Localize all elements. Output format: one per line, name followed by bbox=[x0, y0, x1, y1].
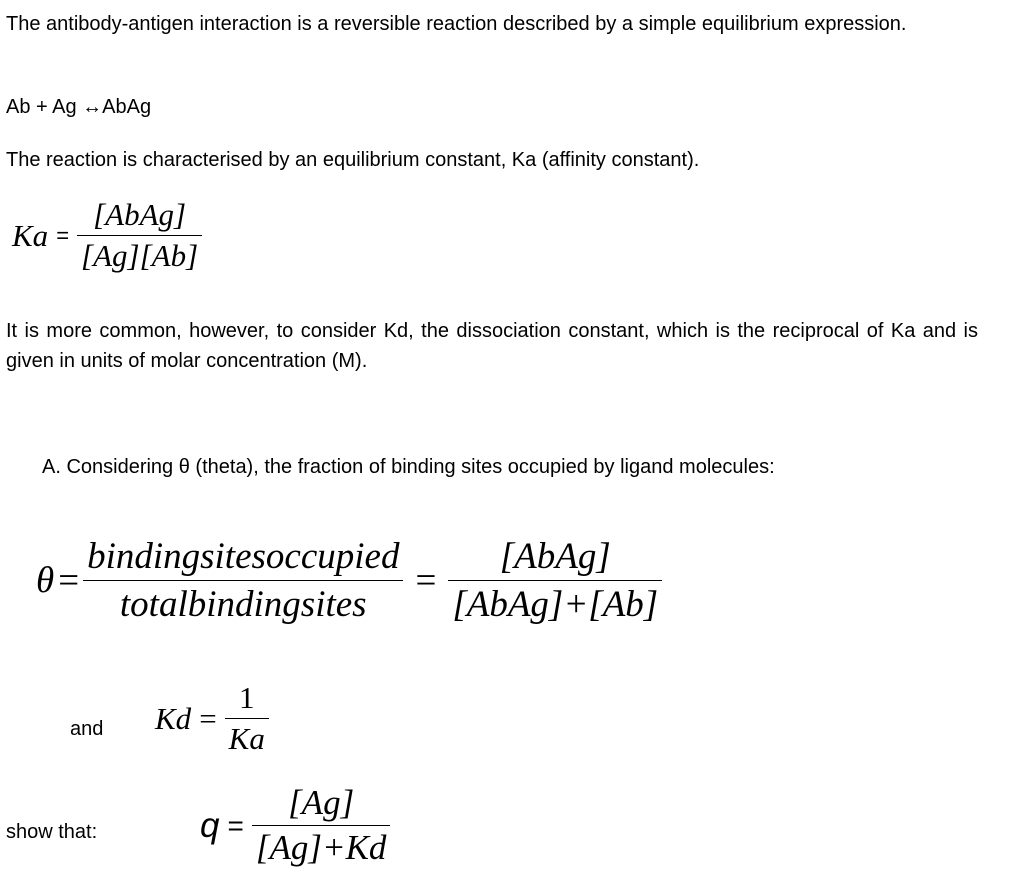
q-denominator: [Ag]+Kd bbox=[255, 828, 387, 867]
q-lhs: q bbox=[200, 805, 220, 845]
theta-fraction-conc bbox=[448, 535, 662, 626]
equals-sign: = bbox=[415, 560, 437, 601]
theta-denominator-conc: [AbAg]+[Ab] bbox=[452, 584, 659, 625]
equals-sign: = bbox=[199, 700, 217, 736]
kd-denominator: Ka bbox=[228, 721, 265, 756]
ka-fraction bbox=[77, 197, 202, 274]
q-numerator: [Ag] bbox=[252, 783, 391, 826]
equals-sign: = bbox=[58, 560, 80, 601]
kd-numerator: 1 bbox=[225, 680, 269, 719]
equals-sign: = bbox=[56, 222, 70, 248]
q-equation bbox=[200, 783, 390, 868]
show-that-label: show that: bbox=[6, 821, 98, 843]
q-fraction bbox=[252, 783, 391, 868]
ka-lhs: Ka bbox=[12, 217, 49, 253]
theta-numerator-words: bindingsitesoccupied bbox=[83, 535, 403, 581]
theta-numerator-conc: [AbAg] bbox=[448, 535, 662, 581]
characterised-text: The reaction is characterised by an equilibrium constant, Ka (affinity constant). bbox=[6, 149, 700, 171]
equals-sign: = bbox=[227, 809, 244, 841]
reaction-equation: Ab + Ag ↔AbAg bbox=[6, 96, 152, 118]
kd-fraction bbox=[225, 680, 269, 757]
ka-equation bbox=[12, 197, 202, 274]
ka-numerator: [AbAg] bbox=[77, 197, 202, 236]
ka-denominator: [Ag][Ab] bbox=[81, 238, 199, 273]
intro-paragraph: The antibody-antigen interaction is a reversible reaction described by a simple equilibrium expression. bbox=[6, 13, 907, 35]
theta-denominator-words: totalbindingsites bbox=[119, 584, 367, 625]
kd-lhs: Kd bbox=[155, 700, 192, 736]
kd-equation bbox=[155, 680, 269, 757]
and-label: and bbox=[70, 718, 104, 740]
theta-fraction-words bbox=[83, 535, 403, 626]
part-a-heading: A. Considering θ (theta), the fraction of binding sites occupied by ligand molecules: bbox=[42, 456, 775, 478]
theta-equation bbox=[36, 535, 662, 626]
theta-lhs: θ bbox=[36, 560, 55, 601]
kd-paragraph: It is more common, however, to consider Kd, the dissociation constant, which is the reciprocal of Ka and is given in units of molar concentration (M). bbox=[6, 320, 978, 372]
